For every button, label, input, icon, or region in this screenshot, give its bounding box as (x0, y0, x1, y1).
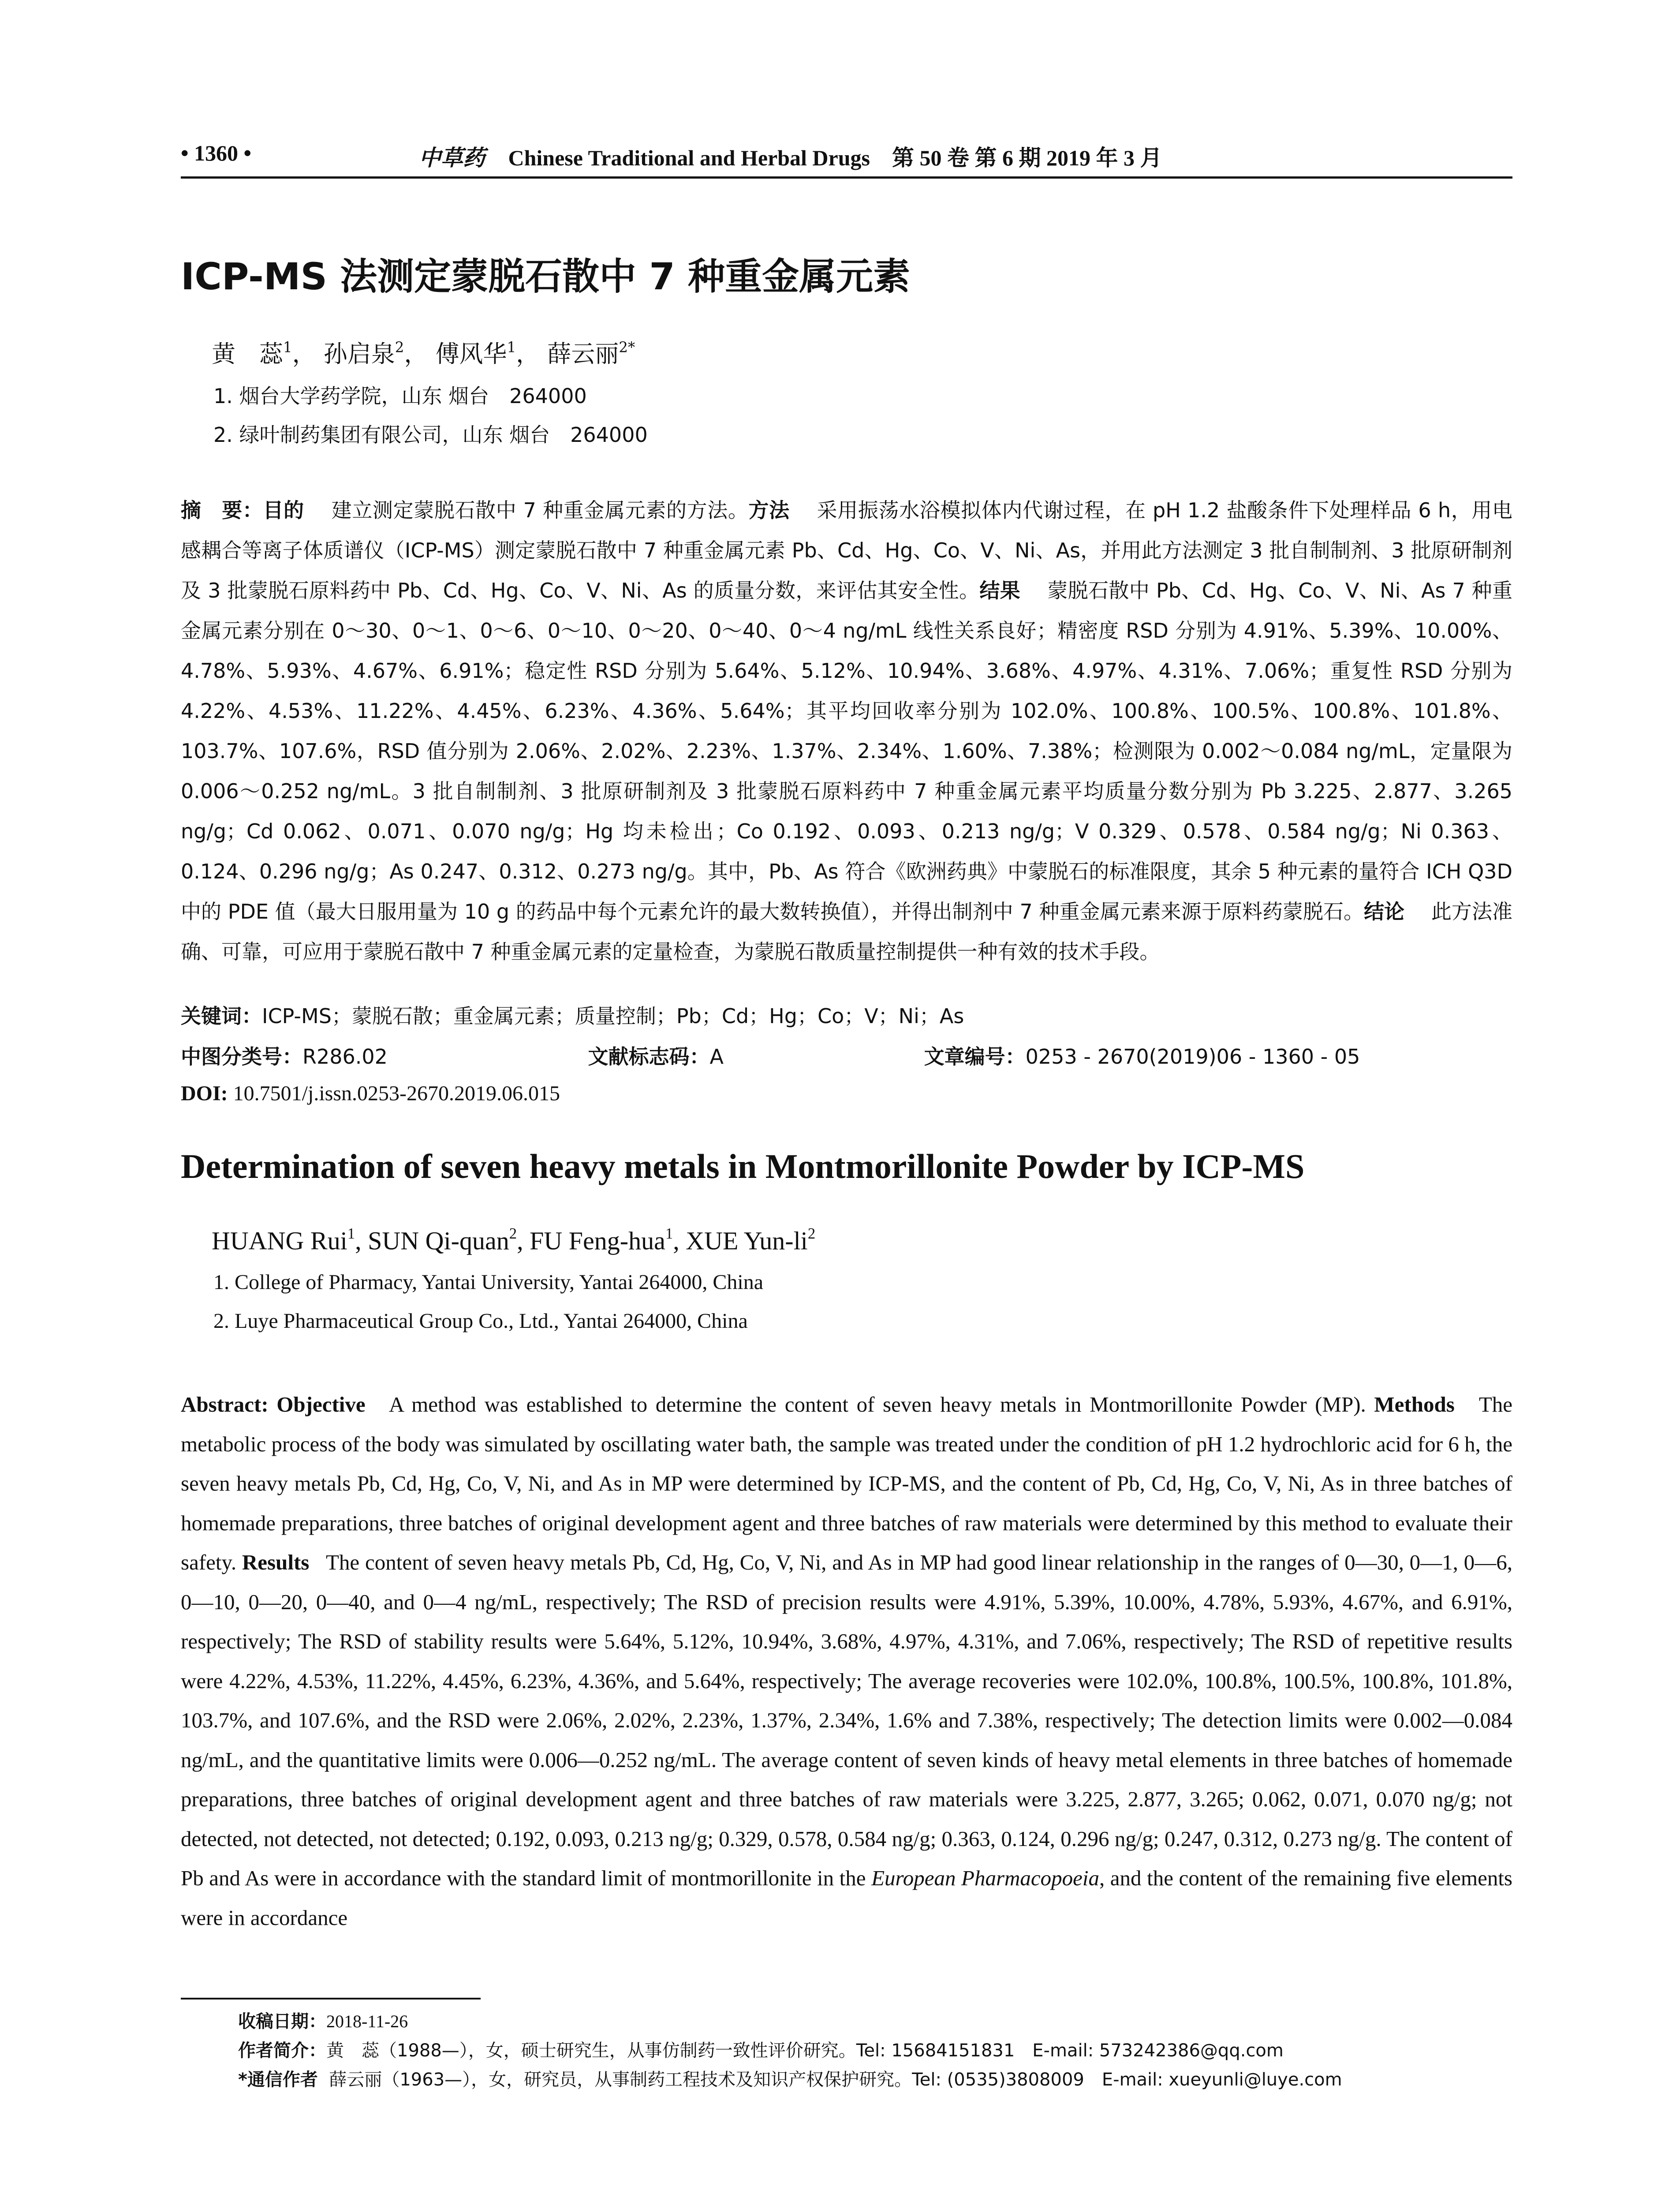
methods-text: 采用振荡水浴模拟体内代谢过程，在 pH 1.2 盐酸条件下处理样品 6 h，用电感耦合等离子体质谱仪（ICP-MS）测定蒙脱石散中 7 种重金属元素 Pb、Cd、Hg、Co、V、Ni、As，并用此方法测定 3 批自制制剂、3 批原研制剂及 3 批蒙脱石原料药中 Pb、Cd、Hg、Co、V、Ni、As 的质量分数，来评估其安全性。 (181, 498, 1512, 602)
author-cn: 孙启泉 (323, 340, 395, 368)
footnote-corresponding (238, 2066, 1342, 2091)
author-affil-sup: 2 (807, 1225, 816, 1242)
author-cn: 黄 蕊 (212, 340, 283, 368)
header-rule (181, 176, 1512, 179)
author-en: HUANG Rui (212, 1226, 347, 1255)
conclusion-label: 结论 (1364, 900, 1405, 923)
keywords-label: 关键词： (181, 1004, 262, 1028)
keywords-line (181, 1000, 964, 1029)
affiliation-cn: 2. 绿叶制药集团有限公司，山东 烟台 264000 (213, 423, 648, 447)
classification-line (181, 1041, 1554, 1070)
authors-cn: 黄 蕊$^1$， 孙启泉$^2$， 傅风华$^1$， 薛云丽$^{2*}$ (212, 339, 635, 368)
objective-text: 建立测定蒙脱石散中 7 种重金属元素的方法。 (331, 498, 749, 522)
journal-header (419, 140, 1162, 172)
author-cn: 薛云丽 (547, 340, 619, 368)
abstract-label: 摘 要： (181, 498, 263, 522)
author-affil-sup: 1 (507, 339, 516, 356)
issue-info: 第 50 卷 第 6 期 2019 年 3 月 (892, 146, 1162, 170)
received-label: 收稿日期： (238, 2011, 326, 2032)
author-en: XUE Yun-li (686, 1226, 808, 1255)
affiliation-en: 2. Luye Pharmaceutical Group Co., Ltd., Yantai 264000, China (213, 1309, 748, 1333)
doi-label: DOI: (181, 1082, 228, 1105)
footnote-rule (181, 1998, 481, 1999)
authors-en: HUANG Rui$^1$, SUN Qi-quan$^2$, FU Feng-hua$^1$, XUE Yun-$li^2$ (212, 1225, 816, 1255)
objective-label-en: Objective (276, 1392, 366, 1416)
author-affil-sup: 1 (283, 339, 292, 356)
doi-value[interactable]: 10.7501/j.issn.0253-2670.2019.06.015 (233, 1082, 560, 1105)
article-no-label: 文章编号： (924, 1045, 1026, 1069)
footnote-received (238, 2007, 408, 2033)
methods-label-en: Methods (1374, 1392, 1455, 1416)
author-en: SUN Qi-quan (368, 1226, 509, 1255)
results-label: 结果 (979, 579, 1021, 602)
clc-label: 中图分类号： (181, 1045, 302, 1069)
author-affil-sup: 2* (619, 339, 635, 356)
received-date: 2018-11-26 (326, 2011, 408, 2031)
objective-text-en: A method was established to determine the content of seven heavy metals in Montmorillonite Powder (MP). (388, 1392, 1366, 1416)
journal-name: Chinese Traditional and Herbal Drugs (508, 146, 870, 170)
corresponding-label: *通信作者 (238, 2070, 318, 2090)
article-title-cn: ICP-MS 法测定蒙脱石散中 7 种重金属元素 (181, 255, 911, 298)
results-text-en-tail: , and the content of the remaining five elements were in accordance (181, 1866, 1512, 1930)
author-affil-sup: 2 (395, 339, 404, 356)
article-no-value: 0253 - 2670(2019)06 - 1360 - 05 (1025, 1045, 1360, 1069)
results-label-en: Results (242, 1550, 310, 1574)
results-text-en: The content of seven heavy metals Pb, Cd, Hg, Co, V, Ni, and As in MP had good linear relationship in the ranges of 0—30, 0—1, 0—6, 0—10, 0—20, 0—40, and 0—4 ng/mL, respectively; The RSD of precision results were 4.91%, 5.39%, 10.00%, 4.78%, 5.93%, 4.67%, and 6.91%, respectively; The RSD of stability results were 5.64%, 5.12%, 10.94%, 3.68%, 4.97%, 4.31%, and 7.06%, respectively; The RSD of repetitive results were 4.22%, 4.53%, 11.22%, 4.45%, 6.23%, 4.36%, and 5.64%, respectively; The average recoveries were 102.0%, 100.8%, 100.5%, 100.8%, 101.8%, 103.7%, and 107.6%, and the RSD were 2.06%, 2.02%, 2.23%, 1.37%, 2.34%, 1.6% and 7.38%, respectively; The detection limits were 0.002—0.084 ng/mL, and the quantitative limits were 0.006—0.252 ng/mL. The average content of seven kinds of heavy metal elements in three batches of homemade preparations, three batches of original development agent and three batches of raw materials were 3.225, 2.877, 3.265; 0.062, 0.071, 0.070 ng/g; not detected, not detected, not detected; 0.192, 0.093, 0.213 ng/g; 0.329, 0.578, 0.584 ng/g; 0.363, 0.124, 0.296 ng/g; 0.247, 0.312, 0.273 ng/g. The content of Pb and As were in accordance with the standard limit of montmorillonite in the (181, 1550, 1512, 1890)
doc-code-label: 文献标志码： (588, 1045, 710, 1069)
author-en: FU Feng-hua (530, 1226, 665, 1255)
methods-label: 方法 (748, 498, 790, 522)
author-affil-sup: 2 (509, 1225, 517, 1242)
clc-value: R286.02 (302, 1045, 388, 1069)
author-cn: 傅风华 (435, 340, 507, 368)
doi-line (181, 1081, 560, 1106)
abstract-label-en: Abstract: (181, 1392, 269, 1416)
results-italic-term: European Pharmacopoeia (871, 1866, 1100, 1890)
author-bio-label: 作者简介： (238, 2041, 326, 2061)
objective-label: 目的 (263, 498, 304, 522)
affiliation-cn: 1. 烟台大学药学院，山东 烟台 264000 (213, 384, 587, 408)
abstract-cn (181, 490, 1512, 972)
footnote-author (238, 2037, 1284, 2062)
author-affil-sup: 1 (665, 1225, 673, 1242)
doc-code-block (588, 1045, 821, 1069)
abstract-en (181, 1385, 1512, 1937)
corresponding-bio: 薛云丽（1963—），女，研究员，从事制药工程技术及知识产权保护研究。Tel: (0535)3808009 E-mail: xueyunli@luye.com (329, 2070, 1342, 2090)
article-no-block (924, 1045, 1457, 1069)
results-text: 蒙脱石散中 Pb、Cd、Hg、Co、V、Ni、As 7 种重金属元素分别在 0～30、0～1、0～6、0～10、0～20、0～40、0～4 ng/mL 线性关系良好；精密度 RSD 分别为 4.91%、5.39%、10.00%、4.78%、5.93%、4.67%、6.91%；稳定性 RSD 分别为 5.64%、5.12%、10.94%、3.68%、4.97%、4.31%、7.06%；重复性 RSD 分别为 4.22%、4.53%、11.22%、4.45%、6.23%、4.36%、5.64%；其平均回收率分别为 102.0%、100.8%、100.5%、100.8%、101.8%、103.7%、107.6%，RSD 值分别为 2.06%、2.02%、2.23%、1.37%、2.34%、1.60%、7.38%；检测限为 0.002～0.084 ng/mL，定量限为 0.006～0.252 ng/mL。3 批自制制剂、3 批原研制剂及 3 批蒙脱石原料药中 7 种重金属元素平均质量分数分别为 Pb 3.225、2.877、3.265 ng/g；Cd 0.062、0.071、0.070 ng/g；Hg 均未检出；Co 0.192、0.093、0.213 ng/g；V 0.329、0.578、0.584 ng/g；Ni 0.363、0.124、0.296 ng/g；As 0.247、0.312、0.273 ng/g。其中，Pb、As 符合《欧洲药典》中蒙脱石的标准限度，其余 5 种元素的量符合 ICH Q3D 中的 PDE 值（最大日服用量为 10 g 的药品中每个元素允许的最大数转换值），并得出制剂中 7 种重金属元素来源于原料药蒙脱石。 (181, 579, 1513, 923)
keywords-text: ICP-MS；蒙脱石散；重金属元素；质量控制；Pb；Cd；Hg；Co；V；Ni；As (262, 1004, 964, 1028)
clc-block (181, 1045, 485, 1069)
methods-text-en: The metabolic process of the body was simulated by oscillating water bath, the sample was treated under the condition of pH 1.2 hydrochloric acid for 6 h, the seven heavy metals Pb, Cd, Hg, Co, V, Ni, and As in MP were determined by ICP-MS, and the content of Pb, Cd, Hg, Co, V, Ni, As in three batches of homemade preparations, three batches of original development agent and three batches of raw materials were determined by this method to evaluate their safety. (181, 1392, 1513, 1574)
running-header (181, 140, 1512, 171)
author-bio: 黄 蕊（1988—），女，硕士研究生，从事仿制药一致性评价研究。Tel: 15684151831 E-mail: 573242386@qq.com (326, 2041, 1284, 2061)
doc-code-value: A (709, 1045, 724, 1069)
journal-logo: 中草药 (419, 145, 485, 171)
page-number: • 1360 • (181, 141, 252, 165)
article-title-en: Determination of seven heavy metals in Montmorillonite Powder by ICP-MS (181, 1147, 1305, 1185)
conclusion-text: 此方法准确、可靠，可应用于蒙脱石散中 7 种重金属元素的定量检查，为蒙脱石散质量控制提供一种有效的技术手段。 (181, 900, 1513, 964)
author-affil-sup: 1 (347, 1225, 355, 1242)
affiliation-en: 1. College of Pharmacy, Yantai University, Yantai 264000, China (213, 1271, 763, 1294)
